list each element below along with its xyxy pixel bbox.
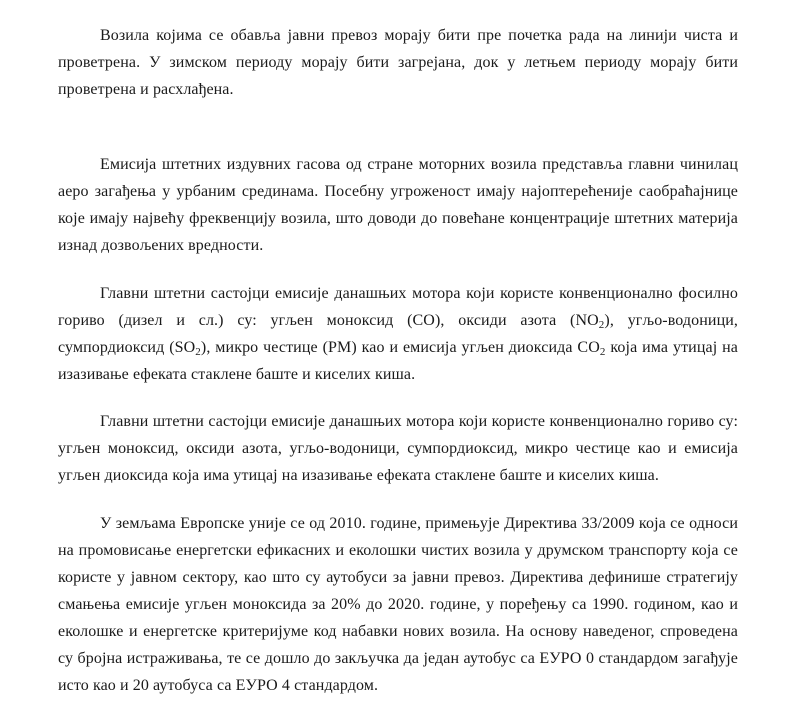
subscript: 2 bbox=[599, 346, 606, 358]
paragraph-eu-directive: У земљама Европске уније се од 2010. године, примењује Директива 33/2009 која се односи на промовисање енергетски ефикасних и еколошки чистих возила у друмском транспорту која се користе у јавном сектору, као што су аутобуси за јавни превоз. Директива дефинише стратегију смањења емисије угљен моноксида за 20% до 2020. године, у поређењу са 1990. годином, као и еколошке и енергетске критеријуме код набавки нових возила. На основу наведеног, спроведена су бројна истраживања, те се дошло до закључка да један аутобус са ЕУРО 0 стандардом загађује исто као и 20 аутобуса са ЕУРО 4 стандардом. bbox=[58, 515, 738, 694]
text-segment: ), микро честице (PM) као и емисија угљен диоксида CO bbox=[200, 339, 600, 356]
paragraph-conventional-fuel-components: Главни штетни састојци емисије данашњих мотора који користе конвенционално гориво су: угљен моноксид, оксиди азота, угљо-водоници, сумпордиоксид, микро честице као и емисија угљен диоксида која има утицај на изазивање ефеката стаклене баште и киселих киша. bbox=[58, 413, 738, 484]
text-segment: ), угљо-водоници, сумпордиоксид (SO bbox=[58, 312, 739, 356]
subscript: 2 bbox=[598, 319, 605, 331]
paragraph-fossil-fuel-components bbox=[58, 280, 738, 388]
text-segment: Главни штетни састојци емисије данашњих мотора који користе конвенционално фосилно гориво (дизел и сл.) су: угљен моноксид (CO), оксиди азота (NO bbox=[58, 285, 738, 329]
subscript: 2 bbox=[195, 346, 201, 358]
paragraph-emission-urban-pollution: Емисија штетних издувних гасова од стране моторних возила представља главни чинилац аеро загађења у урбаним срединама. Посебну угроженост имају најоптерећеније саобраћајнице које имају највећу фреквенцију возила, што доводи до повећане концентрације штетних материја изнад дозвољених вредности. bbox=[58, 156, 738, 254]
text-segment: која има утицај на изазивање ефеката стаклене баште и киселих киша. bbox=[58, 339, 738, 383]
paragraph-vehicle-cleanliness: Возила којима се обавља јавни превоз морају бити пре почетка рада на линији чиста и проветрена. У зимском периоду морају бити загрејана, док у летњем периоду морају бити проветрена и расхлађена. bbox=[58, 27, 738, 98]
